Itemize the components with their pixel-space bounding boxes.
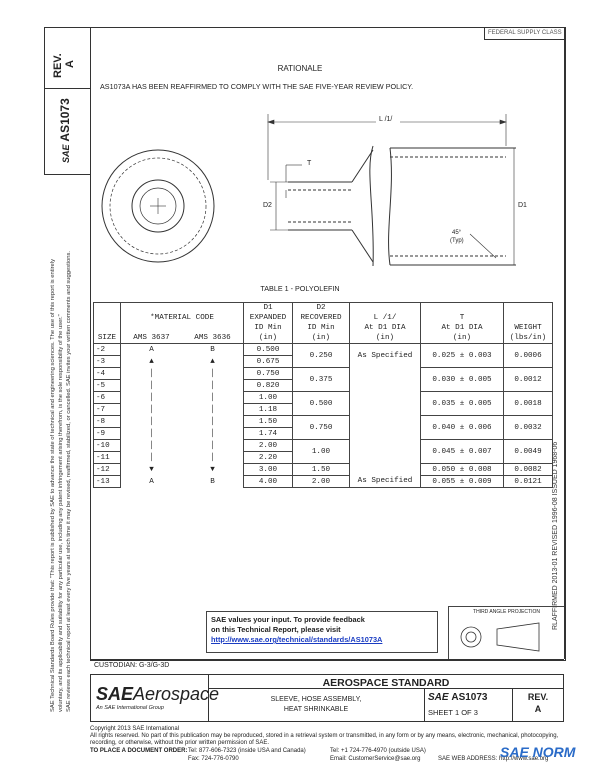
angle-label: 45°	[452, 230, 462, 236]
material-b-arrow: │	[182, 416, 244, 428]
cell-size: -7	[94, 404, 121, 416]
header-l-l3: (in)	[375, 334, 395, 342]
dim-D1-label: D1	[518, 202, 527, 209]
dim-L-label: L /1/	[379, 116, 393, 123]
right-strip-border	[564, 27, 565, 659]
cell-size: -2	[94, 344, 121, 356]
table-row	[94, 392, 553, 404]
material-b-arrow: ▲	[182, 356, 244, 368]
rationale-text: AS1073A HAS BEEN REAFFIRMED TO COMPLY WITH THE SAE FIVE-YEAR REVIEW POLICY.	[100, 82, 414, 91]
cell-material-b: B	[182, 344, 244, 356]
title-block-divider-2	[424, 688, 425, 722]
material-a-arrow: │	[121, 392, 183, 404]
cell-weight: 0.0121	[504, 476, 553, 488]
rationale-title: RATIONALE	[277, 64, 323, 73]
custodian: CUSTODIAN: G-3/G-3D	[94, 662, 170, 669]
recovered-section	[270, 146, 373, 266]
material-a-arrow: │	[121, 404, 183, 416]
material-a-arrow: ▲	[121, 356, 183, 368]
material-a-arrow: │	[121, 368, 183, 380]
table-row	[94, 344, 553, 356]
projection-label: THIRD ANGLE PROJECTION	[473, 609, 540, 615]
cell-d1: 4.00	[244, 476, 293, 488]
cell-weight: 0.0049	[504, 440, 553, 464]
table-title: TABLE 1 - POLYOLEFIN	[260, 284, 340, 293]
cell-size: -4	[94, 368, 121, 380]
cell-size: -8	[94, 416, 121, 428]
revision-dates-stamp: RLAFFIRMED 2013-01 REVISED 1996-08 ISSUED 1968-06	[552, 441, 559, 630]
material-b-arrow: │	[182, 368, 244, 380]
cell-d1: 2.20	[244, 452, 293, 464]
cell-t: 0.050 ± 0.008	[421, 464, 504, 476]
header-weight	[504, 303, 553, 344]
cell-d1: 1.50	[244, 416, 293, 428]
footer-order-label: TO PLACE A DOCUMENT ORDER:	[90, 748, 188, 754]
header-t-l3: (in)	[452, 334, 472, 342]
cell-t: 0.025 ± 0.003	[421, 344, 504, 368]
header-d1-l4: (in)	[258, 334, 278, 342]
table-row	[94, 416, 553, 428]
length-dimension	[268, 114, 506, 180]
table-row	[94, 440, 553, 452]
cell-weight: 0.0082	[504, 464, 553, 476]
cell-d1: 2.00	[244, 440, 293, 452]
standard-heading: AEROSPACE STANDARD	[322, 677, 450, 689]
cell-d1: 1.18	[244, 404, 293, 416]
cell-d1: 0.675	[244, 356, 293, 368]
cell-t: 0.040 ± 0.006	[421, 416, 504, 440]
title-line-1: SLEEVE, HOSE ASSEMBLY,	[270, 696, 362, 703]
legal-text-line-1: SAE Technical Standards Board Rules provide that: "This report is published by SAE to advance the state of technical and engineering sciences. The use of this report is entirely	[50, 259, 56, 712]
rev-label-vertical: REV.	[52, 53, 64, 78]
header-material	[121, 303, 244, 324]
cell-material-b: B	[182, 476, 244, 488]
cell-d2: 2.00	[293, 476, 350, 488]
material-b-arrow: ▼	[182, 464, 244, 476]
cell-size: -3	[94, 356, 121, 368]
title-sae-mark: SAE	[428, 692, 449, 703]
header-d2-l3: ID Min	[307, 324, 335, 332]
feedback-box	[206, 611, 438, 653]
cell-size: -10	[94, 440, 121, 452]
feedback-line-1: SAE values your input. To provide feedback	[211, 615, 365, 624]
cell-weight: 0.0012	[504, 368, 553, 392]
footer-tel-1: Tel: 877-606-7323 (inside USA and Canada)	[188, 748, 306, 754]
header-t-l2: At D1 DIA	[441, 324, 483, 332]
cell-d1: 3.00	[244, 464, 293, 476]
material-b-arrow: │	[182, 392, 244, 404]
strip-top-border	[44, 27, 90, 28]
cell-t: 0.055 ± 0.009	[421, 476, 504, 488]
legal-text-line-3: SAE reviews each technical report at least every five years at which time it may be revised, reaffirmed, stabilized, or cancelled. SAE invites your written comments and suggestions.	[66, 251, 72, 712]
material-a-arrow: │	[121, 416, 183, 428]
header-d1-l1: D1	[263, 304, 273, 312]
footer-web[interactable]: SAE WEB ADDRESS: http://www.sae.org	[438, 756, 549, 762]
table-row	[94, 476, 553, 488]
custodian-top-border	[90, 659, 564, 660]
title-rev-value: A	[534, 704, 542, 714]
feedback-link[interactable]: http://www.sae.org/technical/standards/AS1073A	[211, 635, 383, 644]
header-l	[350, 303, 421, 344]
header-d2-l4: (in)	[311, 334, 331, 342]
footer-rights-2: recording, or otherwise, without the prior written permission of SAE.	[90, 740, 270, 746]
cell-l-blank	[350, 368, 421, 476]
material-a-arrow: │	[121, 452, 183, 464]
title-line-2: HEAT SHRINKABLE	[283, 706, 349, 713]
title-doc-number	[428, 692, 487, 703]
material-a-arrow: ▼	[121, 464, 183, 476]
logo-sae: SAE	[96, 684, 134, 704]
logo-aerospace: Aerospace	[133, 684, 220, 704]
header-weight-l1: WEIGHT	[514, 324, 542, 332]
cell-d2: 0.500	[293, 392, 350, 416]
title-rev-label: REV.	[527, 692, 549, 702]
material-a-arrow: │	[121, 428, 183, 440]
strip-left-border	[44, 27, 45, 174]
cell-d2: 0.250	[293, 344, 350, 368]
header-t-l1: T	[459, 314, 465, 322]
footer-copyright: Copyright 2013 SAE International	[90, 726, 180, 732]
stamp-underline	[484, 39, 564, 40]
legal-text-line-2: voluntary, and its applicability and suitability for any particular use, including any patent infringement arising therefrom, is the sole responsibility of the user."	[58, 314, 64, 712]
sleeve-drawing	[90, 110, 564, 290]
cell-d2: 0.750	[293, 416, 350, 440]
cell-d1: 1.00	[244, 392, 293, 404]
material-b-arrow: │	[182, 440, 244, 452]
cell-t: 0.030 ± 0.005	[421, 368, 504, 392]
doc-number-vertical	[58, 98, 72, 163]
end-view	[102, 150, 214, 262]
material-b-arrow: │	[182, 452, 244, 464]
doc-number-vertical-text: AS1073	[58, 98, 72, 142]
strip-bottom-border	[44, 174, 90, 175]
material-a-arrow: │	[121, 380, 183, 392]
header-material-text: *MATERIAL CODE	[150, 314, 214, 322]
cell-d1: 0.500	[244, 344, 293, 356]
cell-d2: 0.375	[293, 368, 350, 392]
header-t	[421, 303, 504, 344]
header-d1-l2: EXPANDED	[249, 314, 287, 322]
feedback-line-2: on this Technical Report, please visit	[211, 625, 341, 634]
header-ams-3637: AMS 3637	[121, 323, 183, 344]
header-l-l1: L /1/	[373, 314, 397, 322]
cell-d1: 1.74	[244, 428, 293, 440]
angle-typ-label: (Typ)	[450, 238, 464, 244]
dim-D2-label: D2	[263, 202, 272, 209]
cell-size: -6	[94, 392, 121, 404]
header-weight-l2: (lbs/in)	[509, 334, 547, 342]
header-d2-l1: D2	[316, 304, 326, 312]
strip-divider	[44, 88, 90, 89]
footer-fax: Fax: 724-776-0790	[188, 756, 239, 762]
cell-material-a: A	[121, 344, 183, 356]
header-ams-3636: AMS 3636	[182, 323, 244, 344]
federal-supply-class: FEDERAL SUPPLY CLASS	[488, 30, 562, 36]
rev-value-vertical: A	[64, 60, 76, 68]
dim-T-label: T	[307, 160, 312, 167]
header-d1-l3: ID Min	[254, 324, 282, 332]
header-l-l2: At D1 DIA	[364, 324, 406, 332]
logo-subtitle: An SAE International Group	[96, 705, 164, 711]
cell-size: -5	[94, 380, 121, 392]
header-size: SIZE	[94, 323, 121, 344]
title-doc-number-text: AS1073	[451, 692, 488, 703]
cell-l: As Specified	[350, 476, 421, 488]
sae-aerospace-logo	[96, 684, 219, 705]
footer-tel-2: Tel: +1 724-776-4970 (outside USA)	[330, 748, 426, 754]
table-row	[94, 464, 553, 476]
cell-weight: 0.0032	[504, 416, 553, 440]
projection-symbol	[449, 615, 559, 655]
cell-size: -12	[94, 464, 121, 476]
cell-d1: 0.750	[244, 368, 293, 380]
cell-size: -13	[94, 476, 121, 488]
header-d1	[244, 303, 293, 344]
cell-size: -11	[94, 452, 121, 464]
cell-t: 0.045 ± 0.007	[421, 440, 504, 464]
material-b-arrow: │	[182, 404, 244, 416]
cell-size: -9	[94, 428, 121, 440]
header-size-blank	[94, 303, 121, 324]
material-b-arrow: │	[182, 428, 244, 440]
stamp-divider	[484, 27, 485, 40]
table-row	[94, 368, 553, 380]
cell-material-a: A	[121, 476, 183, 488]
sheet-number: SHEET 1 OF 3	[428, 708, 478, 717]
projection-box	[448, 606, 564, 659]
cell-d2: 1.00	[293, 440, 350, 464]
header-d2	[293, 303, 350, 344]
polyolefin-table	[93, 302, 553, 488]
sae-mark: SAE	[61, 144, 71, 163]
cell-d2: 1.50	[293, 464, 350, 476]
expanded-section	[389, 148, 516, 265]
cell-weight: 0.0006	[504, 344, 553, 368]
cell-l: As Specified	[350, 344, 421, 368]
material-b-arrow: │	[182, 380, 244, 392]
cell-d1: 0.820	[244, 380, 293, 392]
footer-email[interactable]: Email: CustomerService@sae.org	[330, 756, 421, 762]
footer-rights: All rights reserved. No part of this publication may be reproduced, stored in a retrieval system or transmitted, in any form or by any means, electronic, mechanical, photocopying,	[90, 733, 559, 739]
sae-norm-watermark: SAE NORM	[500, 744, 576, 760]
material-a-arrow: │	[121, 440, 183, 452]
cell-t: 0.035 ± 0.005	[421, 392, 504, 416]
header-d2-l2: RECOVERED	[300, 314, 342, 322]
cell-weight: 0.0018	[504, 392, 553, 416]
